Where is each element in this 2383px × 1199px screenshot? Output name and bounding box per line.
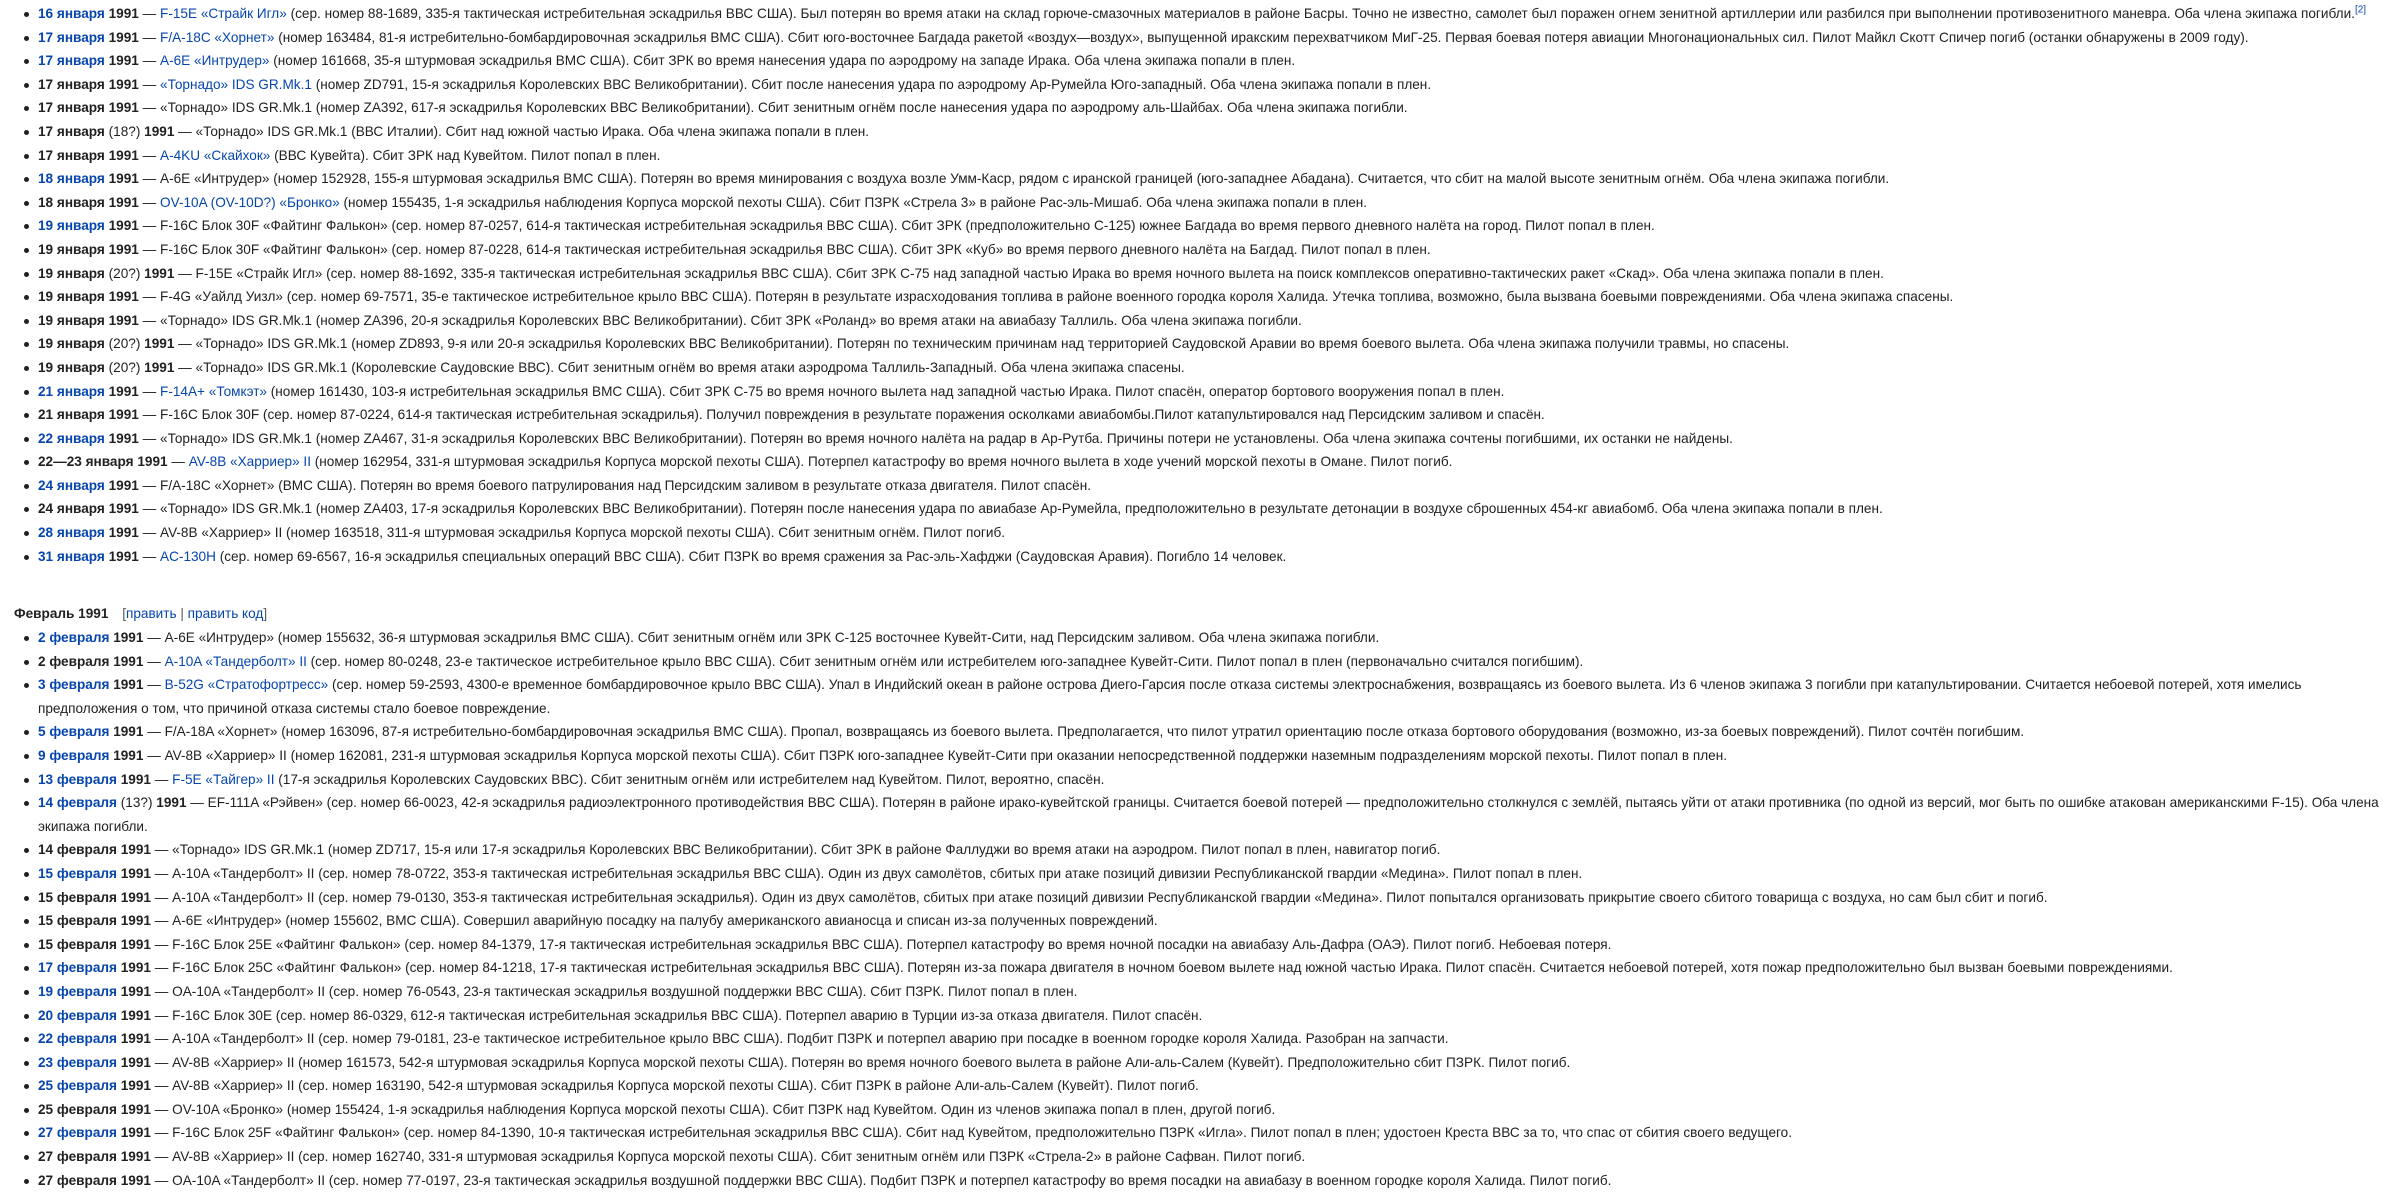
event-date: 19 января [38,241,105,257]
aircraft-name[interactable]: A-6E «Интрудер» [160,53,270,69]
event-description: (сер. номер 78-0722, 353-я тактическая истребительная эскадрилья ВВС США). Один из двух самолётов, сбитых при атаке позиций дивизии Республиканской гвардии «Медина». Пилот попал в плен. [314,865,1583,881]
event-date: 19 января [38,312,105,328]
aircraft-name: F-16C Блок 30F «Файтинг Фалькон» [160,241,388,257]
event-year: 1991 [120,771,151,787]
event-description: (ВВС Италии). Сбит над южной частью Ирака. Оба члена экипажа попали в плен. [347,123,870,139]
aircraft-name: AV-8B «Харриер» II [172,1149,295,1165]
event-description: (номер 155435, 1-я эскадрилья наблюдения Корпуса морской пехоты США). Сбит ПЗРК «Стрела 3» в районе Рас-эль-Мишаб. Оба члена экипажа попали в плен. [339,194,1368,210]
event-date[interactable]: 19 февраля [38,983,117,999]
list-item: 15 февраля 1991 — F-16C Блок 25E «Файтинг Фалькон» (сер. номер 84-1379, 17-я тактическая истребительная эскадрилья ВВС США). Потерпел катастрофу во время ночной посадки на авиабазу Аль-Дафра (ОАЭ). Пилот погиб. Небоевая потеря. [38,933,2383,957]
event-description: (сер. номер 88-1692, 335-я тактическая истребительная эскадрилья ВВС США). Сбит ЗРК С-75 над западной частью Ирака во время ночного вылета на поиск комплексов оперативно-тактических ракет «Скад». Оба члена экипажа попали в плен. [322,265,1884,281]
event-date[interactable]: 13 февраля [38,771,117,787]
event-description: (номер 161430, 103-я истребительная эскадрилья ВМС США). Сбит ЗРК С-75 во время ночного вылета над западной частью Ирака. Пилот спасён, оператор бортового вооружения попал в плен. [267,383,1505,399]
event-year: 1991 [108,548,139,564]
event-description: (сер. номер 87-0224, 614-я тактическая истребительная эскадрилья). Получил повреждения в результате поражения осколками авиабомбы.Пилот катапультировался над Персидским заливом и спасён. [259,407,1545,423]
event-year: 1991 [120,865,151,881]
list-item: 17 января 1991 — «Торнадо» IDS GR.Mk.1 (номер ZA392, 617-я эскадрилья Королевских ВВС Великобритании). Сбит зенитным огнём после нанесения удара по аэродрому аль-Шайбах. Оба члена экипажа погибли. [38,96,2383,120]
list-item: 16 января 1991 — F-15E «Страйк Игл» (сер. номер 88-1689, 335-я тактическая истребительная эскадрилья ВВС США). Был потерян во время атаки на склад горюче-смазочных материалов в районе Басры. Точно не известно, самолет был поражен огнем зенитной артиллерии или разбился при выполнении противозенитного маневра. Оба члена экипажа погибли.[2] [38,2,2383,26]
event-date[interactable]: 3 февраля [38,677,110,693]
event-date[interactable]: 31 января [38,548,105,564]
edit-code-link[interactable]: править код [187,606,264,621]
event-date: 15 февраля [38,889,117,905]
event-description: (сер. номер 87-0228, 614-я тактическая истребительная эскадрилья ВВС США). Сбит ЗРК «Куб» во время первого дневного налёта на Багдад. Пилот попал в плен. [387,241,1431,257]
event-description: (Королевские Саудовские ВВС). Сбит зенитным огнём во время атаки аэродрома Таллиль-Западный. Оба члена экипажа спасены. [347,359,1185,375]
event-date: 17 января [38,123,105,139]
event-description: (номер 155602, ВМС США). Совершил аварийную посадку на палубу американского авианосца и списан из-за полученных повреждений. [281,913,1158,929]
event-description: (сер. номер 69-7571, 35-е тактическое истребительное крыло ВВС США). Потерян в результате израсходования топлива в районе военного городка короля Халида. Утечка топлива, возможно, была вызвана боевыми повреждениями. Оба члена экипажа спасены. [282,289,1954,305]
event-date: 19 января [38,289,105,305]
edit-section-links [122,606,267,621]
list-item: 15 февраля 1991 — A-10A «Тандерболт» II (сер. номер 79-0130, 353-я тактическая истребительная эскадрилья). Один из двух самолётов, сбитых при атаке позиций дивизии Республиканской гвардии «Медина». Пилот попытался организовать прикрытие своего сбитого товарища с воздуха, но сам был сбит и погиб. [38,886,2383,910]
event-date: 2 февраля [38,653,110,669]
list-item: 28 января 1991 — AV-8B «Харриер» II (номер 163518, 311-я штурмовая эскадрилья Корпуса морской пехоты США). Сбит зенитным огнём. Пилот погиб. [38,521,2383,545]
list-item: 18 января 1991 — A-6E «Интрудер» (номер 152928, 155-я штурмовая эскадрилья ВМС США). Потерян во время минирования с воздуха возле Умм-Каср, рядом с иранской границей (юго-западнее Абадана). Считается, что сбит на малой высоте зенитным огнём. Оба члена экипажа погибли. [38,167,2383,191]
event-description: (сер. номер 84-1390, 10-я тактическая истребительная эскадрилья ВВС США). Сбит над Кувейтом, предположительно ПЗРК «Игла». Пилот попал в плен; удостоен Креста ВВС за то, что спас от сбития своего ведущего. [399,1125,1793,1141]
list-item: 19 февраля 1991 — OA-10A «Тандерболт» II (сер. номер 76-0543, 23-я тактическая эскадрилья воздушной поддержки ВВС США). Сбит ПЗРК. Пилот попал в плен. [38,980,2383,1004]
aircraft-name[interactable]: AC-130H [160,548,216,564]
aircraft-name[interactable]: B-52G «Стратофортресс» [164,677,329,693]
event-date: 17 января [38,100,105,116]
date-note: (20?) [104,265,141,281]
event-year: 1991 [108,241,139,257]
list-item: 2 февраля 1991 — A-6E «Интрудер» (номер 155632, 36-я штурмовая эскадрилья ВМС США). Сбит зенитным огнём или ЗРК С-125 восточнее Кувейт-Сити, над Персидским заливом. Оба члена экипажа погибли. [38,626,2383,650]
list-item: 15 февраля 1991 — A-6E «Интрудер» (номер 155602, ВМС США). Совершил аварийную посадку на палубу американского авианосца и списан из-за полученных повреждений. [38,909,2383,933]
aircraft-name: «Торнадо» IDS GR.Mk.1 [195,359,348,375]
event-year: 1991 [108,383,139,399]
event-description: (номер 163484, 81-я истребительно-бомбардировочная эскадрилья ВМС США). Сбит юго-восточнее Багдада ракетой «воздух—воздух», выпущенной иракским перехватчиком МиГ-25. Первая боевая потеря авиации Многонациональных сил. Пилот Майкл Скотт Спичер погиб (останки обнаружены в 2009 году). [274,29,2249,45]
bracket-close: ] [263,606,268,621]
event-description: (сер. номер 59-2593, 4300-е временное бомбардировочное крыло ВВС США). Упал в Индийский океан в районе острова Диего-Гарсия после отказа системы электроснабжения, возвращаясь из боевого вылета. Из 6 членов экипажа 3 погибли при катапультировании. Считается небоевой потерей, хотя имелись предположения о том, что причиной отказа системы стало боевое повреждение. [38,677,2302,716]
list-item: 23 февраля 1991 — AV-8B «Харриер» II (номер 161573, 542-я штурмовая эскадрилья Корпуса морской пехоты США). Потерян во время ночного боевого вылета в районе Али-аль-Салем (Кувейт). Предположительно сбит ПЗРК. Пилот погиб. [38,1051,2383,1075]
list-item: 22—23 января 1991 — AV-8B «Харриер» II (номер 162954, 331-я штурмовая эскадрилья Корпуса морской пехоты США). Потерпел катастрофу во время ночного вылета в ходе учений морской пехоты в Омане. Пилот погиб. [38,450,2383,474]
aircraft-name[interactable]: OV-10A (OV-10D?) «Бронко» [160,194,340,210]
event-description: (номер ZA467, 31-я эскадрилья Королевских ВВС Великобритании). Потерян во время ночного налёта на радар в Ар-Рутба. Причины потери не установлены. Оба члена экипажа сочтены погибшими, их останки не найдены. [311,430,1733,446]
event-year: 1991 [108,430,139,446]
event-date[interactable]: 16 января [38,6,105,21]
event-date[interactable]: 17 января [38,53,105,69]
event-date: 19 января [38,265,105,281]
event-year: 1991 [113,630,144,645]
event-description: (номер 161573, 542-я штурмовая эскадрилья Корпуса морской пехоты США). Потерян во время ночного боевого вылета в районе Али-аль-Салем (Кувейт). Предположительно сбит ПЗРК. Пилот погиб. [294,1054,1571,1070]
aircraft-name: F-16C Блок 25C «Файтинг Фалькон» [172,960,402,976]
event-year: 1991 [113,653,144,669]
aircraft-name: EF-111A «Рэйвен» [207,795,323,811]
event-description: (сер. номер 69-6567, 16-я эскадрилья специальных операций ВВС США). Сбит ПЗРК во время сражения за Рас-эль-Хафджи (Саудовская Аравия). Погибло 14 человек. [215,548,1287,564]
event-year: 1991 [108,76,139,92]
aircraft-name: «Торнадо» IDS GR.Mk.1 [160,430,312,446]
event-date: 27 февраля [38,1172,117,1188]
event-year: 1991 [120,983,151,999]
event-description: (сер. номер 77-0197, 23-я тактическая эскадрилья воздушной поддержки ВВС США). Подбит ПЗРК и потерпел катастрофу во время посадки на авиабазу в военном городке короля Халида. Пилот погиб. [325,1172,1612,1188]
list-item: 17 января (18?) 1991 — «Торнадо» IDS GR.Mk.1 (ВВС Италии). Сбит над южной частью Ирака. Оба члена экипажа попали в плен. [38,120,2383,144]
list-item: 14 февраля (13?) 1991 — EF-111A «Рэйвен» (сер. номер 66-0023, 42-я эскадрилья радиоэлектронного противодействия ВВС США). Потерян в районе ирако-кувейтской границы. Считается боевой потерей — предположительно столкнулся с землёй, пытаясь уйти от атаки противника (по одной из версий, мог быть по ошибке атакован американскими F-15). Оба члена экипажа погибли. [38,791,2383,838]
event-date[interactable]: 17 февраля [38,960,117,976]
event-date[interactable]: 15 февраля [38,865,117,881]
event-date: 15 февраля [38,913,117,929]
event-description: (сер. номер 80-0248, 23-е тактическое истребительное крыло ВВС США). Сбит зенитным огнём или истребителем юго-западнее Кувейт-Сити. Пилот попал в плен (первоначально считался погибшим). [306,653,1584,669]
aircraft-name: «Торнадо» IDS GR.Mk.1 [195,123,348,139]
aircraft-name[interactable]: A-4KU «Скайхок» [160,147,271,163]
event-date: 25 февраля [38,1101,117,1117]
aircraft-name: F-16C Блок 30F [160,407,260,423]
event-date: 15 февраля [38,936,117,952]
event-date[interactable]: 27 февраля [38,1125,117,1141]
list-item: 17 января 1991 — F/A-18C «Хорнет» (номер 163484, 81-я истребительно-бомбардировочная эскадрилья ВМС США). Сбит юго-восточнее Багдада ракетой «воздух—воздух», выпущенной иракским перехватчиком МиГ-25. Первая боевая потеря авиации Многонациональных сил. Пилот Майкл Скотт Спичер погиб (останки обнаружены в 2009 году). [38,26,2383,50]
event-date[interactable]: 25 февраля [38,1078,117,1094]
date-note: (20?) [104,359,141,375]
aircraft-name: A-6E «Интрудер» [172,913,282,929]
event-year: 1991 [120,1007,151,1023]
event-description: (17-я эскадрилья Королевских Саудовских ВВС). Сбит зенитным огнём или истребителем над Кувейтом. Пилот, вероятно, спасён. [274,771,1105,787]
list-item: 24 января 1991 — «Торнадо» IDS GR.Mk.1 (номер ZA403, 17-я эскадрилья Королевских ВВС Великобритании). Потерян после нанесения удара по авиабазе Ар-Румейла, предположительно в результате детонации в воздухе сброшенных 454-кг авиабомб. Оба члена экипажа попали в плен. [38,497,2383,521]
list-item: 22 января 1991 — «Торнадо» IDS GR.Mk.1 (номер ZA467, 31-я эскадрилья Королевских ВВС Великобритании). Потерян во время ночного налёта на радар в Ар-Рутба. Причины потери не установлены. Оба члена экипажа сочтены погибшими, их останки не найдены. [38,427,2383,451]
reference[interactable] [2355,4,2366,15]
event-description: (номер ZA392, 617-я эскадрилья Королевских ВВС Великобритании). Сбит зенитным огнём после нанесения удара по аэродрому аль-Шайбах. Оба члена экипажа погибли. [311,100,1408,116]
event-date: 18 января [38,194,105,210]
event-year: 1991 [120,1054,151,1070]
aircraft-name: A-10A «Тандерболт» II [172,1031,315,1047]
event-date: 24 января [38,501,105,517]
event-year: 1991 [108,312,139,328]
aircraft-name: «Торнадо» IDS GR.Mk.1 [160,312,312,328]
event-description: (номер ZD791, 15-я эскадрилья Королевских ВВС Великобритании). Сбит после нанесения удара по аэродрому Ар-Румейла Юго-западный. Оба члена экипажа попали в плен. [311,76,1432,92]
event-year: 1991 [120,1149,151,1165]
date-note: (20?) [104,336,141,352]
event-date: 19 января [38,359,105,375]
event-description: (сер. номер 79-0130, 353-я тактическая истребительная эскадрилья). Один из двух самолётов, сбитых при атаке позиций дивизии Республиканской гвардии «Медина». Пилот попытался организовать прикрытие своего сбитого товарища с воздуха, но сам был сбит и погиб. [314,889,2048,905]
event-date[interactable]: 18 января [38,171,105,187]
event-description: (сер. номер 66-0023, 42-я эскадрилья радиоэлектронного противодействия ВВС США). Потерян в районе ирако-кувейтской границы. Считается боевой потерей — предположительно столкнулся с землёй, пытаясь уйти от атаки противника (по одной из версий, мог быть по ошибке атакован американскими F-15). Оба члена экипажа погибли. [38,795,2379,834]
list-item: 17 января 1991 — «Торнадо» IDS GR.Mk.1 (номер ZD791, 15-я эскадрилья Королевских ВВС Великобритании). Сбит после нанесения удара по аэродрому Ар-Румейла Юго-западный. Оба члена экипажа попали в плен. [38,73,2383,97]
event-year: 1991 [120,1078,151,1094]
list-item: 17 января 1991 — A-4KU «Скайхок» (ВВС Кувейта). Сбит ЗРК над Кувейтом. Пилот попал в плен. [38,144,2383,168]
aircraft-name: F-15E «Страйк Игл» [195,265,323,281]
aircraft-name: F-4G «Уайлд Уизл» [160,289,283,305]
list-item: 22 февраля 1991 — A-10A «Тандерболт» II (сер. номер 79-0181, 23-е тактическое истребительное крыло ВВС США). Подбит ПЗРК и потерпел аварию при посадке в военном городке короля Халида. Разобран на запчасти. [38,1027,2383,1051]
aircraft-name: «Торнадо» IDS GR.Mk.1 [195,336,348,352]
event-year: 1991 [108,29,139,45]
list-item: 24 января 1991 — F/A-18C «Хорнет» (ВМС США). Потерян во время боевого патрулирования над Персидским заливом в результате отказа двигателя. Пилот спасён. [38,474,2383,498]
event-date[interactable]: 20 февраля [38,1007,117,1023]
list-item: 20 февраля 1991 — F-16C Блок 30E (сер. номер 86-0329, 612-я тактическая истребительная эскадрилья ВВС США). Потерпел аварию в Турции из-за отказа двигателя. Пилот спасён. [38,1004,2383,1028]
aircraft-name: OA-10A «Тандерболт» II [172,1172,326,1188]
event-year: 1991 [108,289,139,305]
january-losses-list [0,2,2383,568]
aircraft-name: A-6E «Интрудер» [160,171,270,187]
list-item: 18 января 1991 — OV-10A (OV-10D?) «Бронко» (номер 155435, 1-я эскадрилья наблюдения Корпуса морской пехоты США). Сбит ПЗРК «Стрела 3» в районе Рас-эль-Мишаб. Оба члена экипажа попали в плен. [38,191,2383,215]
aircraft-name: «Торнадо» IDS GR.Mk.1 [160,501,312,517]
aircraft-name: F-16C Блок 30E [172,1007,273,1023]
event-date[interactable]: 14 февраля [38,795,117,811]
event-description: (номер 162081, 231-я штурмовая эскадрилья Корпуса морской пехоты США). Сбит ПЗРК юго-западнее Кувейт-Сити при оказании непосредственной поддержки наземным подразделениям морской пехоты. Пилот попал в плен. [286,747,1728,763]
list-item: 14 февраля 1991 — «Торнадо» IDS GR.Mk.1 (номер ZD717, 15-я или 17-я эскадрилья Королевских ВВС Великобритании). Сбит ЗРК в районе Фаллуджи во время атаки на аэродром. Пилот попал в плен, навигатор погиб. [38,838,2383,862]
aircraft-name: A-10A «Тандерболт» II [172,865,315,881]
event-date[interactable]: 19 января [38,218,105,234]
event-year: 1991 [108,525,139,541]
list-item: 27 февраля 1991 — F-16C Блок 25F «Файтинг Фалькон» (сер. номер 84-1390, 10-я тактическая истребительная эскадрилья ВВС США). Сбит над Кувейтом, предположительно ПЗРК «Игла». Пилот попал в плен; удостоен Креста ВВС за то, что спас от сбития своего ведущего. [38,1121,2383,1145]
list-item: 19 января 1991 — F-16C Блок 30F «Файтинг Фалькон» (сер. номер 87-0228, 614-я тактическая истребительная эскадрилья ВВС США). Сбит ЗРК «Куб» во время первого дневного налёта на Багдад. Пилот попал в плен. [38,238,2383,262]
aircraft-name[interactable]: «Торнадо» IDS GR.Mk.1 [160,76,312,92]
list-item: 17 февраля 1991 — F-16C Блок 25C «Файтинг Фалькон» (сер. номер 84-1218, 17-я тактическая истребительная эскадрилья ВВС США). Потерян из-за пожара двигателя в ночном боевом вылете над южной частью Ирака. Пилот спасён. Считается небоевой потерей, хотя пожар предположительно был вызван боевыми повреждениями. [38,956,2383,980]
event-date: 27 февраля [38,1149,117,1165]
event-date[interactable]: 24 января [38,477,105,493]
list-item: 31 января 1991 — AC-130H (сер. номер 69-6567, 16-я эскадрилья специальных операций ВВС США). Сбит ПЗРК во время сражения за Рас-эль-Хафджи (Саудовская Аравия). Погибло 14 человек. [38,545,2383,569]
aircraft-name: «Торнадо» IDS GR.Mk.1 [160,100,312,116]
aircraft-name: F/A-18C «Хорнет» [160,477,275,493]
event-year: 1991 [108,53,139,69]
event-year: 1991 [113,677,144,693]
list-item: 21 января 1991 — F-14A+ «Томкэт» (номер 161430, 103-я истребительная эскадрилья ВМС США). Сбит ЗРК С-75 во время ночного вылета над западной частью Ирака. Пилот спасён, оператор бортового вооружения попал в плен. [38,380,2383,404]
list-item: 13 февраля 1991 — F-5E «Тайгер» II (17-я эскадрилья Королевских Саудовских ВВС). Сбит зенитным огнём или истребителем над Кувейтом. Пилот, вероятно, спасён. [38,768,2383,792]
event-description: (сер. номер 88-1689, 335-я тактическая истребительная эскадрилья ВВС США). Был потерян во время атаки на склад горюче-смазочных материалов в районе Басры. Точно не известно, самолет был поражен огнем зенитной артиллерии или разбился при выполнении противозенитного маневра. Оба члена экипажа погибли. [286,6,2355,21]
event-description: (номер 155632, 36-я штурмовая эскадрилья ВМС США). Сбит зенитным огнём или ЗРК С-125 восточнее Кувейт-Сити, над Персидским заливом. Оба члена экипажа погибли. [274,630,1380,645]
event-description: (ВВС Кувейта). Сбит ЗРК над Кувейтом. Пилот попал в плен. [270,147,661,163]
list-item: 27 февраля 1991 — OA-10A «Тандерболт» II (сер. номер 77-0197, 23-я тактическая эскадрилья воздушной поддержки ВВС США). Подбит ПЗРК и потерпел катастрофу во время посадки на авиабазу в военном городке короля Халида. Пилот погиб. [38,1169,2383,1193]
edit-separator: | [176,606,188,621]
event-date: 17 января [38,147,105,163]
event-description: (номер 152928, 155-я штурмовая эскадрилья ВМС США). Потерян во время минирования с воздуха возле Умм-Каср, рядом с иранской границей (юго-западнее Абадана). Считается, что сбит на малой высоте зенитным огнём. Оба члена экипажа погибли. [269,171,1890,187]
section-heading-february [14,602,267,626]
event-description: (ВМС США). Потерян во время боевого патрулирования над Персидским заливом в результате отказа двигателя. Пилот спасён. [274,477,1091,493]
list-item: 25 февраля 1991 — AV-8B «Харриер» II (сер. номер 163190, 542-я штурмовая эскадрилья Корпуса морской пехоты США). Сбит ПЗРК в районе Али-аль-Салем (Кувейт). Пилот погиб. [38,1074,2383,1098]
list-item: 5 февраля 1991 — F/A-18A «Хорнет» (номер 163096, 87-я истребительно-бомбардировочная эскадрилья ВМС США). Пропал, возвращаясь из боевого вылета. Предполагается, что пилот утратил ориентацию после отказа бортового оборудования (возможно, из-за боевых повреждений). Пилот сочтён погибшим. [38,720,2383,744]
event-year: 1991 [144,359,175,375]
event-date[interactable]: 5 февраля [38,724,110,740]
list-item: 27 февраля 1991 — AV-8B «Харриер» II (сер. номер 162740, 331-я штурмовая эскадрилья Корпуса морской пехоты США). Сбит зенитным огнём или ПЗРК «Стрела-2» в районе Сафван. Пилот погиб. [38,1145,2383,1169]
event-year: 1991 [108,501,139,517]
event-year: 1991 [108,477,139,493]
edit-link[interactable]: править [125,606,177,621]
event-description: (сер. номер 162740, 331-я штурмовая эскадрилья Корпуса морской пехоты США). Сбит зенитным огнём или ПЗРК «Стрела-2» в районе Сафван. Пилот погиб. [294,1149,1306,1165]
date-note: (13?) [116,795,153,811]
event-year: 1991 [120,1125,151,1141]
event-year: 1991 [120,960,151,976]
event-date[interactable]: 28 января [38,525,105,541]
list-item: 19 января 1991 — F-16C Блок 30F «Файтинг Фалькон» (сер. номер 87-0257, 614-я тактическая истребительная эскадрилья ВВС США). Сбит ЗРК (предположительно С-125) южнее Багдада во время первого дневного налёта на город. Пилот попал в плен. [38,214,2383,238]
event-year: 1991 [108,100,139,116]
event-date: 17 января [38,76,105,92]
event-date[interactable]: 22 января [38,430,105,446]
aircraft-name[interactable]: AV-8B «Харриер» II [188,454,311,470]
aircraft-name: F/A-18A «Хорнет» [164,724,278,740]
aircraft-name: A-6E «Интрудер» [164,630,275,645]
event-year: 1991 [108,194,139,210]
aircraft-name: «Торнадо» IDS GR.Mk.1 [172,842,325,858]
event-date[interactable]: 2 февраля [38,630,110,645]
aircraft-name[interactable]: F-14A+ «Томкэт» [160,383,267,399]
list-item: 19 января (20?) 1991 — «Торнадо» IDS GR.Mk.1 (Королевские Саудовские ВВС). Сбит зенитным огнём во время атаки аэродрома Таллиль-Западный. Оба члена экипажа спасены. [38,356,2383,380]
aircraft-name: A-10A «Тандерболт» II [172,889,315,905]
aircraft-name: OA-10A «Тандерболт» II [172,983,326,999]
event-year: 1991 [108,171,139,187]
event-year: 1991 [113,747,144,763]
event-description: (сер. номер 86-0329, 612-я тактическая истребительная эскадрилья ВВС США). Потерпел аварию в Турции из-за отказа двигателя. Пилот спасён. [272,1007,1203,1023]
bracket-open: [ [122,606,126,621]
event-year: 1991 [144,265,175,281]
event-year: 1991 [120,1172,151,1188]
list-item: 15 февраля 1991 — A-10A «Тандерболт» II (сер. номер 78-0722, 353-я тактическая истребительная эскадрилья ВВС США). Один из двух самолётов, сбитых при атаке позиций дивизии Республиканской гвардии «Медина». Пилот попал в плен. [38,862,2383,886]
aircraft-name: AV-8B «Харриер» II [160,525,283,541]
event-year: 1991 [144,123,175,139]
event-year: 1991 [144,336,175,352]
aircraft-name: F-16C Блок 25E «Файтинг Фалькон» [172,936,401,952]
aircraft-name[interactable]: F-5E «Тайгер» II [172,771,275,787]
event-date: 22—23 января [38,454,134,470]
aircraft-name: AV-8B «Харриер» II [172,1054,295,1070]
aircraft-name: OV-10A «Бронко» [172,1101,284,1117]
event-year: 1991 [120,1031,151,1047]
reference-link[interactable]: [2] [2354,4,2367,16]
event-description: (номер ZD893, 9-я или 20-я эскадрилья Королевских ВВС Великобритании). Потерян по техническим причинам над территорией Саудовской Аравии во время боевого вылета. Оба члена экипажа получили травмы, но спасены. [347,336,1790,352]
event-description: (номер ZD717, 15-я или 17-я эскадрилья Королевских ВВС Великобритании). Сбит ЗРК в районе Фаллуджи во время атаки на аэродром. Пилот попал в плен, навигатор погиб. [324,842,1441,858]
event-date: 21 января [38,407,105,423]
list-item: 25 февраля 1991 — OV-10A «Бронко» (номер 155424, 1-я эскадрилья наблюдения Корпуса морской пехоты США). Сбит ПЗРК над Кувейтом. Один из членов экипажа попал в плен, другой погиб. [38,1098,2383,1122]
event-year: 1991 [120,1101,151,1117]
event-date[interactable]: 21 января [38,383,105,399]
aircraft-name: F-16C Блок 25F «Файтинг Фалькон» [172,1125,400,1141]
event-description: (номер 155424, 1-я эскадрилья наблюдения Корпуса морской пехоты США). Сбит ПЗРК над Кувейтом. Один из членов экипажа попал в плен, другой погиб. [283,1101,1276,1117]
aircraft-name[interactable]: F-15E «Страйк Игл» [160,6,287,21]
event-year: 1991 [113,724,144,740]
event-description: (номер 163096, 87-я истребительно-бомбардировочная эскадрилья ВМС США). Пропал, возвращаясь из боевого вылета. Предполагается, что пилот утратил ориентацию после отказа бортового оборудования (возможно, из-за боевых повреждений). Пилот сочтён погибшим. [277,724,2025,740]
event-year: 1991 [108,407,139,423]
event-year: 1991 [108,218,139,234]
event-description: (сер. номер 87-0257, 614-я тактическая истребительная эскадрилья ВВС США). Сбит ЗРК (предположительно С-125) южнее Багдада во время первого дневного налёта на город. Пилот попал в плен. [387,218,1655,234]
event-description: (номер ZA396, 20-я эскадрилья Королевских ВВС Великобритании). Сбит ЗРК «Роланд» во время атаки на авиабазу Таллиль. Оба члена экипажа погибли. [311,312,1302,328]
section-title: Февраль 1991 [14,606,109,621]
list-item: 3 февраля 1991 — B-52G «Стратофортресс» (сер. номер 59-2593, 4300-е временное бомбардировочное крыло ВВС США). Упал в Индийский океан в районе острова Диего-Гарсия после отказа системы электроснабжения, возвращаясь из боевого вылета. Из 6 членов экипажа 3 погибли при катапультировании. Считается небоевой потерей, хотя имелись предположения о том, что причиной отказа системы стало боевое повреждение. [38,673,2383,720]
event-year: 1991 [120,936,151,952]
event-date[interactable]: 9 февраля [38,747,110,763]
event-description: (номер 161668, 35-я штурмовая эскадрилья ВМС США). Сбит ЗРК во время нанесения удара по аэродрому на западе Ирака. Оба члена экипажа попали в плен. [269,53,1296,69]
list-item: 2 февраля 1991 — A-10A «Тандерболт» II (сер. номер 80-0248, 23-е тактическое истребительное крыло ВВС США). Сбит зенитным огнём или истребителем юго-западнее Кувейт-Сити. Пилот попал в плен (первоначально считался погибшим). [38,650,2383,674]
event-year: 1991 [108,147,139,163]
aircraft-name: AV-8B «Харриер» II [172,1078,295,1094]
list-item: 17 января 1991 — A-6E «Интрудер» (номер 161668, 35-я штурмовая эскадрилья ВМС США). Сбит ЗРК во время нанесения удара по аэродрому на западе Ирака. Оба члена экипажа попали в плен. [38,49,2383,73]
event-year: 1991 [120,889,151,905]
event-description: (сер. номер 84-1218, 17-я тактическая истребительная эскадрилья ВВС США). Потерян из-за пожара двигателя в ночном боевом вылете над южной частью Ирака. Пилот спасён. Считается небоевой потерей, хотя пожар предположительно был вызван боевыми повреждениями. [401,960,2173,976]
list-item: 21 января 1991 — F-16C Блок 30F (сер. номер 87-0224, 614-я тактическая истребительная эскадрилья). Получил повреждения в результате поражения осколками авиабомбы.Пилот катапультировался над Персидским заливом и спасён. [38,403,2383,427]
event-year: 1991 [156,795,187,811]
aircraft-name[interactable]: F/A-18C «Хорнет» [160,29,275,45]
event-date: 14 февраля [38,842,117,858]
event-description: (сер. номер 163190, 542-я штурмовая эскадрилья Корпуса морской пехоты США). Сбит ПЗРК в районе Али-аль-Салем (Кувейт). Пилот погиб. [294,1078,1199,1094]
date-note: (18?) [104,123,141,139]
aircraft-name: AV-8B «Харриер» II [164,747,287,763]
event-description: (сер. номер 76-0543, 23-я тактическая эскадрилья воздушной поддержки ВВС США). Сбит ПЗРК. Пилот попал в плен. [325,983,1078,999]
event-year: 1991 [120,842,151,858]
list-item: 19 января 1991 — F-4G «Уайлд Уизл» (сер. номер 69-7571, 35-е тактическое истребительное крыло ВВС США). Потерян в результате израсходования топлива в районе военного городка короля Халида. Утечка топлива, возможно, была вызвана боевыми повреждениями. Оба члена экипажа спасены. [38,285,2383,309]
event-year: 1991 [120,913,151,929]
february-losses-list [0,626,2383,1192]
event-description: (номер 162954, 331-я штурмовая эскадрилья Корпуса морской пехоты США). Потерпел катастрофу во время ночного вылета в ходе учений морской пехоты в Омане. Пилот погиб. [310,454,1453,470]
list-item: 19 января (20?) 1991 — F-15E «Страйк Игл» (сер. номер 88-1692, 335-я тактическая истребительная эскадрилья ВВС США). Сбит ЗРК С-75 над западной частью Ирака во время ночного вылета на поиск комплексов оперативно-тактических ракет «Скад». Оба члена экипажа попали в плен. [38,262,2383,286]
event-date[interactable]: 22 февраля [38,1031,117,1047]
event-description: (номер ZA403, 17-я эскадрилья Королевских ВВС Великобритании). Потерян после нанесения удара по авиабазе Ар-Румейла, предположительно в результате детонации в воздухе сброшенных 454-кг авиабомб. Оба члена экипажа попали в плен. [311,501,1883,517]
event-description: (сер. номер 84-1379, 17-я тактическая истребительная эскадрилья ВВС США). Потерпел катастрофу во время ночной посадки на авиабазу Аль-Дафра (ОАЭ). Пилот погиб. Небоевая потеря. [400,936,1612,952]
event-year: 1991 [108,6,139,21]
event-date[interactable]: 23 февраля [38,1054,117,1070]
aircraft-name[interactable]: A-10A «Тандерболт» II [164,653,307,669]
event-description: (номер 163518, 311-я штурмовая эскадрилья Корпуса морской пехоты США). Сбит зенитным огнём. Пилот погиб. [282,525,1006,541]
list-item: 19 января 1991 — «Торнадо» IDS GR.Mk.1 (номер ZA396, 20-я эскадрилья Королевских ВВС Великобритании). Сбит ЗРК «Роланд» во время атаки на авиабазу Таллиль. Оба члена экипажа погибли. [38,309,2383,333]
event-date: 19 января [38,336,105,352]
aircraft-name: F-16C Блок 30F «Файтинг Фалькон» [160,218,388,234]
event-date[interactable]: 17 января [38,29,105,45]
event-description: (сер. номер 79-0181, 23-е тактическое истребительное крыло ВВС США). Подбит ПЗРК и потерпел аварию при посадке в военном городке короля Халида. Разобран на запчасти. [314,1031,1449,1047]
list-item: 9 февраля 1991 — AV-8B «Харриер» II (номер 162081, 231-я штурмовая эскадрилья Корпуса морской пехоты США). Сбит ПЗРК юго-западнее Кувейт-Сити при оказании непосредственной поддержки наземным подразделениям морской пехоты. Пилот попал в плен. [38,744,2383,768]
event-year: 1991 [137,454,168,470]
list-item: 19 января (20?) 1991 — «Торнадо» IDS GR.Mk.1 (номер ZD893, 9-я или 20-я эскадрилья Королевских ВВС Великобритании). Потерян по техническим причинам над территорией Саудовской Аравии во время боевого вылета. Оба члена экипажа получили травмы, но спасены. [38,332,2383,356]
